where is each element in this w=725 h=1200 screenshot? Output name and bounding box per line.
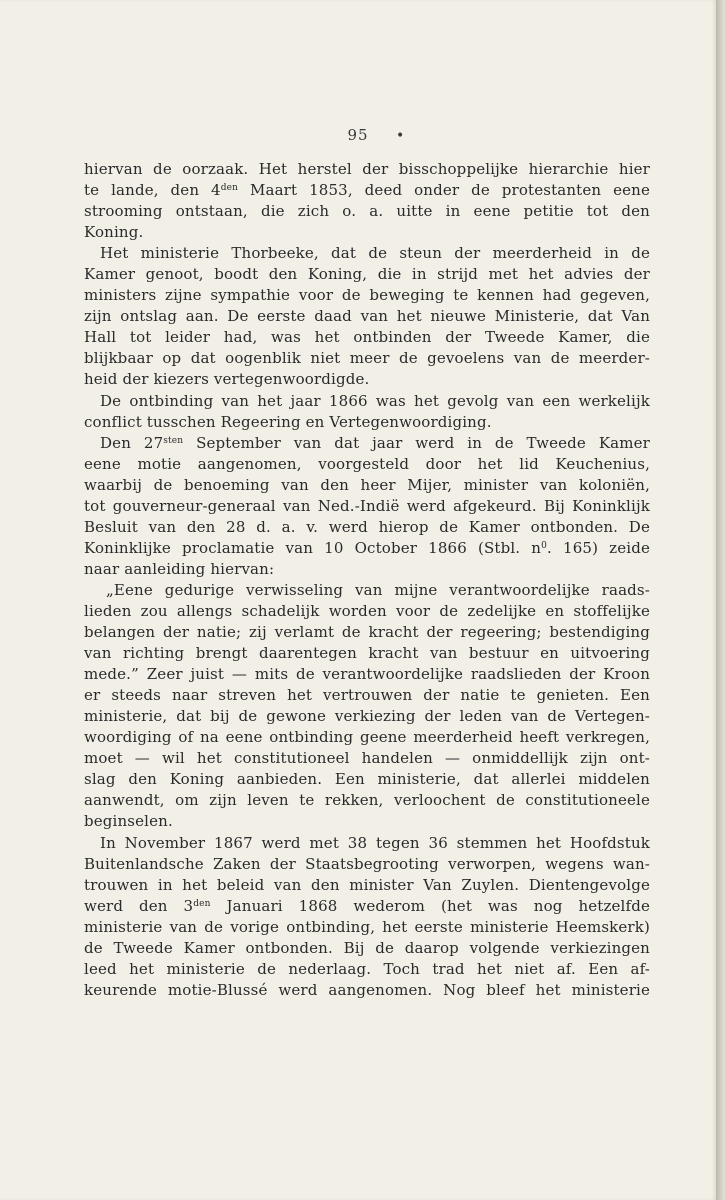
text-line: moet — wil het constitutioneel handelen — onmiddellijk zijn ont- [84,749,650,768]
text-line: conflict tusschen Regeering en Vertegenwoordiging. [84,412,492,431]
page-mark: • [396,128,405,144]
text-line: er steeds naar streven het vertrouwen der natie te genieten. Een [84,686,650,705]
text-line: ministerie van de vorige ontbinding, het eerste ministerie Heemskerk) [84,917,650,936]
text-line: Den $27^{sten}$ September van dat jaar werd in de Tweede Kamer [100,433,650,452]
text-line: lieden zou allengs schadelijk worden voor de zedelijke en stoffelijke [84,601,650,620]
superscript: den [193,898,211,909]
text-line: Hall tot leider had, was het ontbinden der Tweede Kamer, die [84,328,650,347]
text-line: waarbij de benoeming van den heer Mijer, minister van koloniën, [84,475,650,494]
superscript: den [220,183,239,194]
text-line: belangen der natie; zij verlamt de kracht der regeering; bestendiging [84,623,650,642]
page-number: 95 [347,126,369,144]
text-line: „Eene gedurige verwisseling van mijne verantwoordelijke raads- [106,580,650,599]
superscript: sten [163,435,184,446]
text-line: strooming ontstaan, die zich o. a. uitte in eene petitie tot den [84,202,650,221]
text-line: werd den $3^{den}$ Januari 1868 wederom (het was nog hetzelfde [84,896,650,915]
text-line: Het ministerie Thorbeeke, dat de steun der meerderheid in de [100,244,650,263]
text-line: Koning. [84,223,144,242]
text-line: hiervan de oorzaak. Het herstel der bisschoppelijke hierarchie hier [84,160,650,178]
text-line: Kamer genoot, boodt den Koning, die in strijd met het advies der [84,265,650,284]
text-line: Besluit van den 28 d. a. v. werd hierop de Kamer ontbonden. De [84,517,650,536]
text-line: woordiging of na eene ontbinding geene meerderheid heeft verkregen, [84,728,650,747]
text-line: ministerie, dat bij de gewone verkiezing der leden van de Vertegen- [84,707,650,726]
text-line: trouwen in het beleid van den minister Van Zuylen. Dientengevolge [84,875,650,894]
text-line: leed het ministerie de nederlaag. Toch trad het niet af. Een af- [84,959,650,978]
page-edge [716,0,725,1200]
text-line: van richting brengt daarentegen kracht van bestuur en uitvoering [84,644,650,663]
text-line: aanwendt, om zijn leven te rekken, verloochent de constitutioneele [84,791,650,810]
text-line: mede.” Zeer juist — mits de verantwoordelijke raadslieden der Kroon [84,665,650,684]
text-line: Koninklijke proclamatie van 10 October 1866 (Stbl. $n^0$. 165) zeide [84,538,650,557]
text-line: In November 1867 werd met 38 tegen 36 stemmen het Hoofdstuk [100,833,650,852]
text-line: De ontbinding van het jaar 1866 was het gevolg van een werkelijk [100,391,650,410]
text-line: de Tweede Kamer ontbonden. Bij de daarop volgende verkiezingen [84,938,650,957]
text-line: beginselen. [84,812,173,831]
text-line: keurende motie-Blussé werd aangenomen. Nog bleef het ministerie [84,980,650,999]
text-line: Buitenlandsche Zaken der Staatsbegrooting verworpen, wegens wan- [84,854,650,873]
body-text [84,159,650,1001]
text-line: slag den Koning aanbieden. Een ministerie, dat allerlei middelen [84,770,650,789]
text-line: zijn ontslag aan. De eerste daad van het nieuwe Ministerie, dat Van [84,307,650,326]
text-line: te lande, den $4^{den}$ Maart 1853, deed onder de protestanten eene [84,181,650,200]
text-line: eene motie aangenomen, voorgesteld door het lid Keuchenius, [84,454,650,473]
text-line: heid der kiezers vertegenwoordigde. [84,370,370,389]
superscript: 0 [541,540,548,551]
text-line: naar aanleiding hiervan: [84,559,275,578]
text-line: ministers zijne sympathie voor de beweging te kennen had gegeven, [84,286,650,305]
text-line: blijkbaar op dat oogenblik niet meer de gevoelens van de meerder- [84,349,650,368]
text-line: tot gouverneur-generaal van Ned.-Indië werd afgekeurd. Bij Koninklijk [84,496,650,515]
